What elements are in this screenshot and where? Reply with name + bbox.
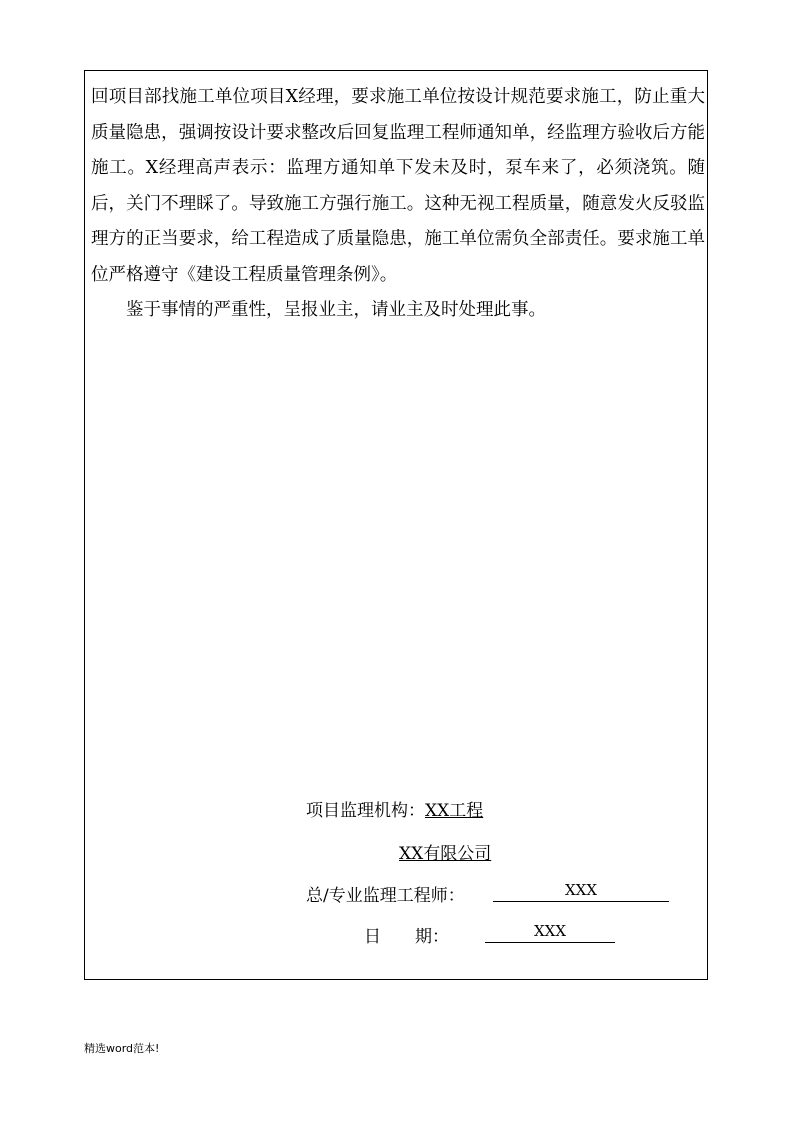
date-value: XXX	[485, 920, 615, 943]
body-paragraph-1: 回项目部找施工单位项目X经理，要求施工单位按设计规范要求施工，防止重大质量隐患，强调按设计要求整改后回复监理工程师通知单，经监理方验收后方能施工。X经理高声表示：监理方通知单下发未及时，泵车来了，必须浇筑。随后，关门不理睬了。导致施工方强行施工。这种无视工程质量，随意发火反驳监理方的正当要求，给工程造成了质量隐患，施工单位需负全部责任。要求施工单位严格遵守《建设工程质量管理条例》。	[91, 87, 705, 285]
engineer-value: XXX	[493, 879, 669, 902]
company-name: XX有限公司	[399, 844, 492, 864]
supervision-org-line	[306, 796, 483, 821]
supervision-org-name: XX工程	[425, 801, 484, 821]
engineer-label: 总/专业监理工程师：	[306, 886, 465, 906]
body-paragraph-2: 鉴于事情的严重性，呈报业主，请业主及时处理此事。	[126, 300, 546, 320]
date-label: 日 期：	[364, 927, 449, 947]
supervision-org-label: 项目监理机构：	[306, 801, 425, 821]
document-body	[91, 80, 705, 329]
company-line	[399, 839, 491, 864]
page-footer: 精选word范本!	[84, 1042, 160, 1055]
